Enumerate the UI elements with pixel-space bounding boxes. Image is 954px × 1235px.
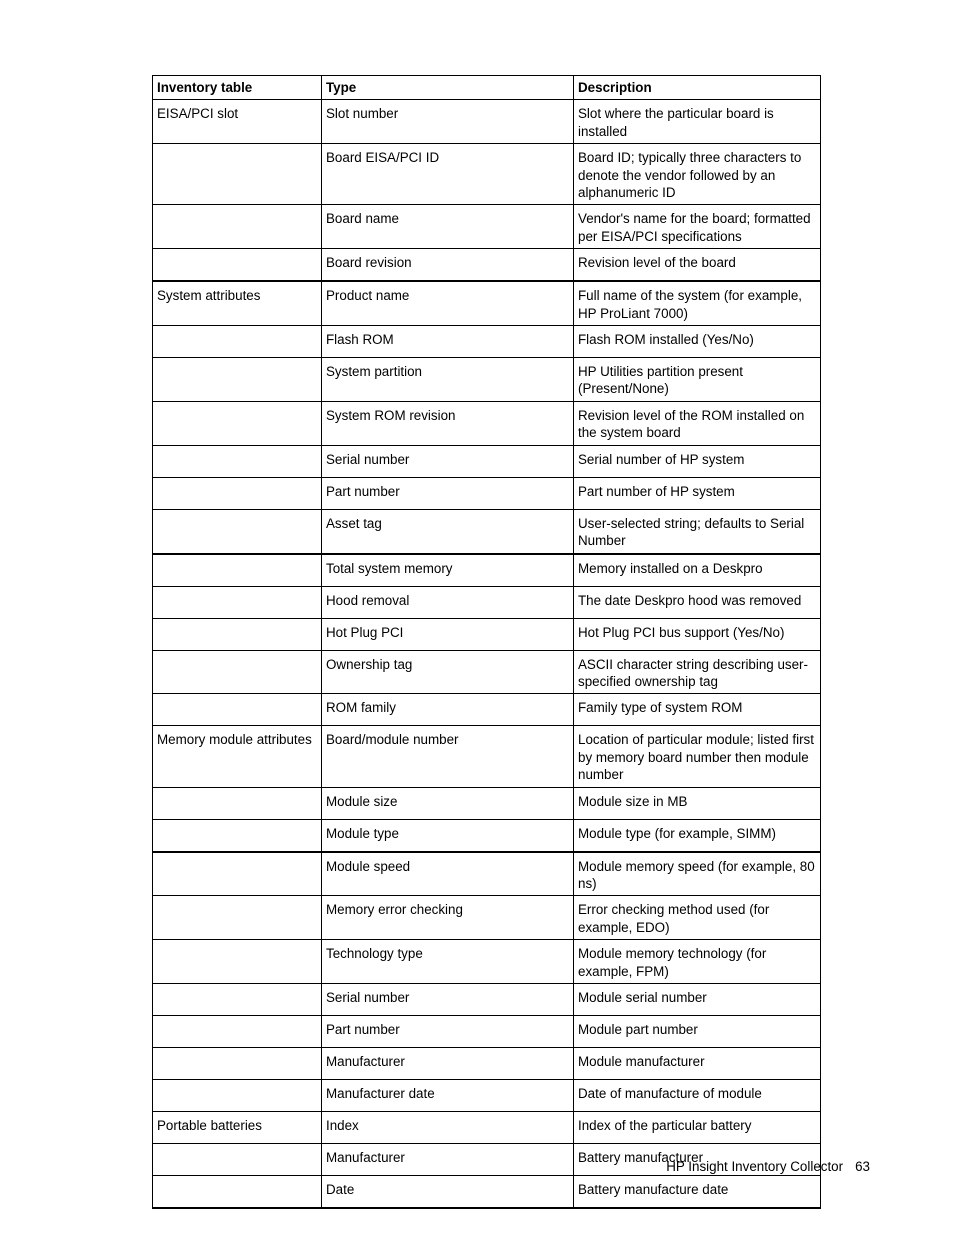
- cell-type: Total system memory: [322, 554, 574, 587]
- cell-type: Ownership tag: [322, 650, 574, 694]
- header-type: Type: [322, 76, 574, 100]
- cell-inventory-table: [153, 509, 322, 553]
- table-row: [153, 144, 821, 205]
- table-row: [153, 819, 821, 852]
- table-row: [153, 694, 821, 726]
- cell-type: Hood removal: [322, 586, 574, 618]
- cell-description: Serial number of HP system: [574, 445, 821, 477]
- cell-description: Module serial number: [574, 983, 821, 1015]
- cell-inventory-table: [153, 554, 322, 587]
- table-row: [153, 983, 821, 1015]
- cell-type: Module size: [322, 787, 574, 819]
- cell-description: Battery manufacture date: [574, 1175, 821, 1208]
- cell-type: Slot number: [322, 100, 574, 144]
- table-row: [153, 358, 821, 402]
- table-row: [153, 586, 821, 618]
- table-row: [153, 726, 821, 787]
- cell-description: Revision level of the ROM installed on the system board: [574, 401, 821, 445]
- cell-inventory-table: [153, 249, 322, 282]
- table-row: [153, 205, 821, 249]
- cell-inventory-table: [153, 618, 322, 650]
- cell-type: Memory error checking: [322, 896, 574, 940]
- cell-type: Index: [322, 1111, 574, 1143]
- cell-description: The date Deskpro hood was removed: [574, 586, 821, 618]
- table-row: [153, 1175, 821, 1208]
- page-number: 63: [855, 1159, 870, 1174]
- table-row: [153, 618, 821, 650]
- cell-inventory-table: [153, 326, 322, 358]
- cell-type: Module type: [322, 819, 574, 852]
- table-row: [153, 1015, 821, 1047]
- table-row: [153, 1079, 821, 1111]
- table-row: [153, 554, 821, 587]
- cell-description: Full name of the system (for example, HP ProLiant 7000): [574, 281, 821, 325]
- table-row: [153, 401, 821, 445]
- cell-type: Part number: [322, 477, 574, 509]
- cell-description: Vendor's name for the board; formatted per EISA/PCI specifications: [574, 205, 821, 249]
- cell-type: Serial number: [322, 445, 574, 477]
- cell-description: Module memory speed (for example, 80 ns): [574, 852, 821, 896]
- inventory-table: [152, 75, 821, 1209]
- cell-inventory-table: System attributes: [153, 281, 322, 325]
- cell-description: ASCII character string describing user-specified ownership tag: [574, 650, 821, 694]
- table-row: [153, 896, 821, 940]
- cell-type: Serial number: [322, 983, 574, 1015]
- cell-inventory-table: [153, 1079, 322, 1111]
- cell-inventory-table: [153, 358, 322, 402]
- cell-type: Board name: [322, 205, 574, 249]
- cell-description: Family type of system ROM: [574, 694, 821, 726]
- cell-description: Date of manufacture of module: [574, 1079, 821, 1111]
- cell-description: Module memory technology (for example, FPM): [574, 940, 821, 984]
- cell-inventory-table: [153, 650, 322, 694]
- header-inventory-table: Inventory table: [153, 76, 322, 100]
- cell-inventory-table: [153, 787, 322, 819]
- cell-description: Module type (for example, SIMM): [574, 819, 821, 852]
- cell-inventory-table: [153, 1015, 322, 1047]
- cell-description: HP Utilities partition present (Present/None): [574, 358, 821, 402]
- cell-type: Manufacturer: [322, 1143, 574, 1175]
- cell-inventory-table: [153, 401, 322, 445]
- cell-type: Asset tag: [322, 509, 574, 553]
- table-header: [153, 76, 821, 100]
- cell-type: Date: [322, 1175, 574, 1208]
- cell-description: Location of particular module; listed first by memory board number then module number: [574, 726, 821, 787]
- cell-description: Index of the particular battery: [574, 1111, 821, 1143]
- cell-type: Manufacturer: [322, 1047, 574, 1079]
- cell-type: Hot Plug PCI: [322, 618, 574, 650]
- cell-description: Memory installed on a Deskpro: [574, 554, 821, 587]
- cell-description: Slot where the particular board is installed: [574, 100, 821, 144]
- cell-inventory-table: [153, 144, 322, 205]
- cell-description: Part number of HP system: [574, 477, 821, 509]
- cell-description: Module size in MB: [574, 787, 821, 819]
- table-row: [153, 477, 821, 509]
- cell-type: System ROM revision: [322, 401, 574, 445]
- cell-type: Part number: [322, 1015, 574, 1047]
- cell-description: Flash ROM installed (Yes/No): [574, 326, 821, 358]
- cell-description: Revision level of the board: [574, 249, 821, 282]
- cell-type: Manufacturer date: [322, 1079, 574, 1111]
- cell-type: Product name: [322, 281, 574, 325]
- table-row: [153, 787, 821, 819]
- table-row: [153, 852, 821, 896]
- table-row: [153, 1047, 821, 1079]
- cell-inventory-table: [153, 445, 322, 477]
- cell-type: ROM family: [322, 694, 574, 726]
- cell-inventory-table: [153, 586, 322, 618]
- table-row: [153, 509, 821, 553]
- table-row: [153, 281, 821, 325]
- page-footer: [560, 1159, 870, 1174]
- cell-description: Board ID; typically three characters to denote the vendor followed by an alphanumeric ID: [574, 144, 821, 205]
- cell-inventory-table: [153, 205, 322, 249]
- cell-inventory-table: EISA/PCI slot: [153, 100, 322, 144]
- cell-description: Module part number: [574, 1015, 821, 1047]
- cell-inventory-table: [153, 819, 322, 852]
- cell-type: Board EISA/PCI ID: [322, 144, 574, 205]
- cell-inventory-table: [153, 940, 322, 984]
- table-row: [153, 249, 821, 282]
- cell-inventory-table: [153, 1175, 322, 1208]
- cell-description: Module manufacturer: [574, 1047, 821, 1079]
- table-row: [153, 650, 821, 694]
- cell-type: Module speed: [322, 852, 574, 896]
- header-description: Description: [574, 76, 821, 100]
- cell-type: Board revision: [322, 249, 574, 282]
- cell-inventory-table: Portable batteries: [153, 1111, 322, 1143]
- footer-title: HP Insight Inventory Collector: [666, 1159, 844, 1174]
- cell-inventory-table: [153, 694, 322, 726]
- cell-type: Flash ROM: [322, 326, 574, 358]
- table-row: [153, 100, 821, 144]
- cell-description: Battery manufacturer: [574, 1143, 821, 1175]
- cell-description: Hot Plug PCI bus support (Yes/No): [574, 618, 821, 650]
- cell-description: User-selected string; defaults to Serial Number: [574, 509, 821, 553]
- table-row: [153, 445, 821, 477]
- cell-inventory-table: [153, 477, 322, 509]
- cell-inventory-table: [153, 983, 322, 1015]
- cell-inventory-table: [153, 896, 322, 940]
- cell-type: Technology type: [322, 940, 574, 984]
- cell-inventory-table: [153, 1143, 322, 1175]
- cell-inventory-table: Memory module attributes: [153, 726, 322, 787]
- table-row: [153, 326, 821, 358]
- table-row: [153, 1111, 821, 1143]
- cell-type: Board/module number: [322, 726, 574, 787]
- cell-type: System partition: [322, 358, 574, 402]
- cell-inventory-table: [153, 852, 322, 896]
- header-row: [153, 76, 821, 100]
- table-body: [153, 100, 821, 1208]
- cell-description: Error checking method used (for example, EDO): [574, 896, 821, 940]
- table-row: [153, 940, 821, 984]
- cell-inventory-table: [153, 1047, 322, 1079]
